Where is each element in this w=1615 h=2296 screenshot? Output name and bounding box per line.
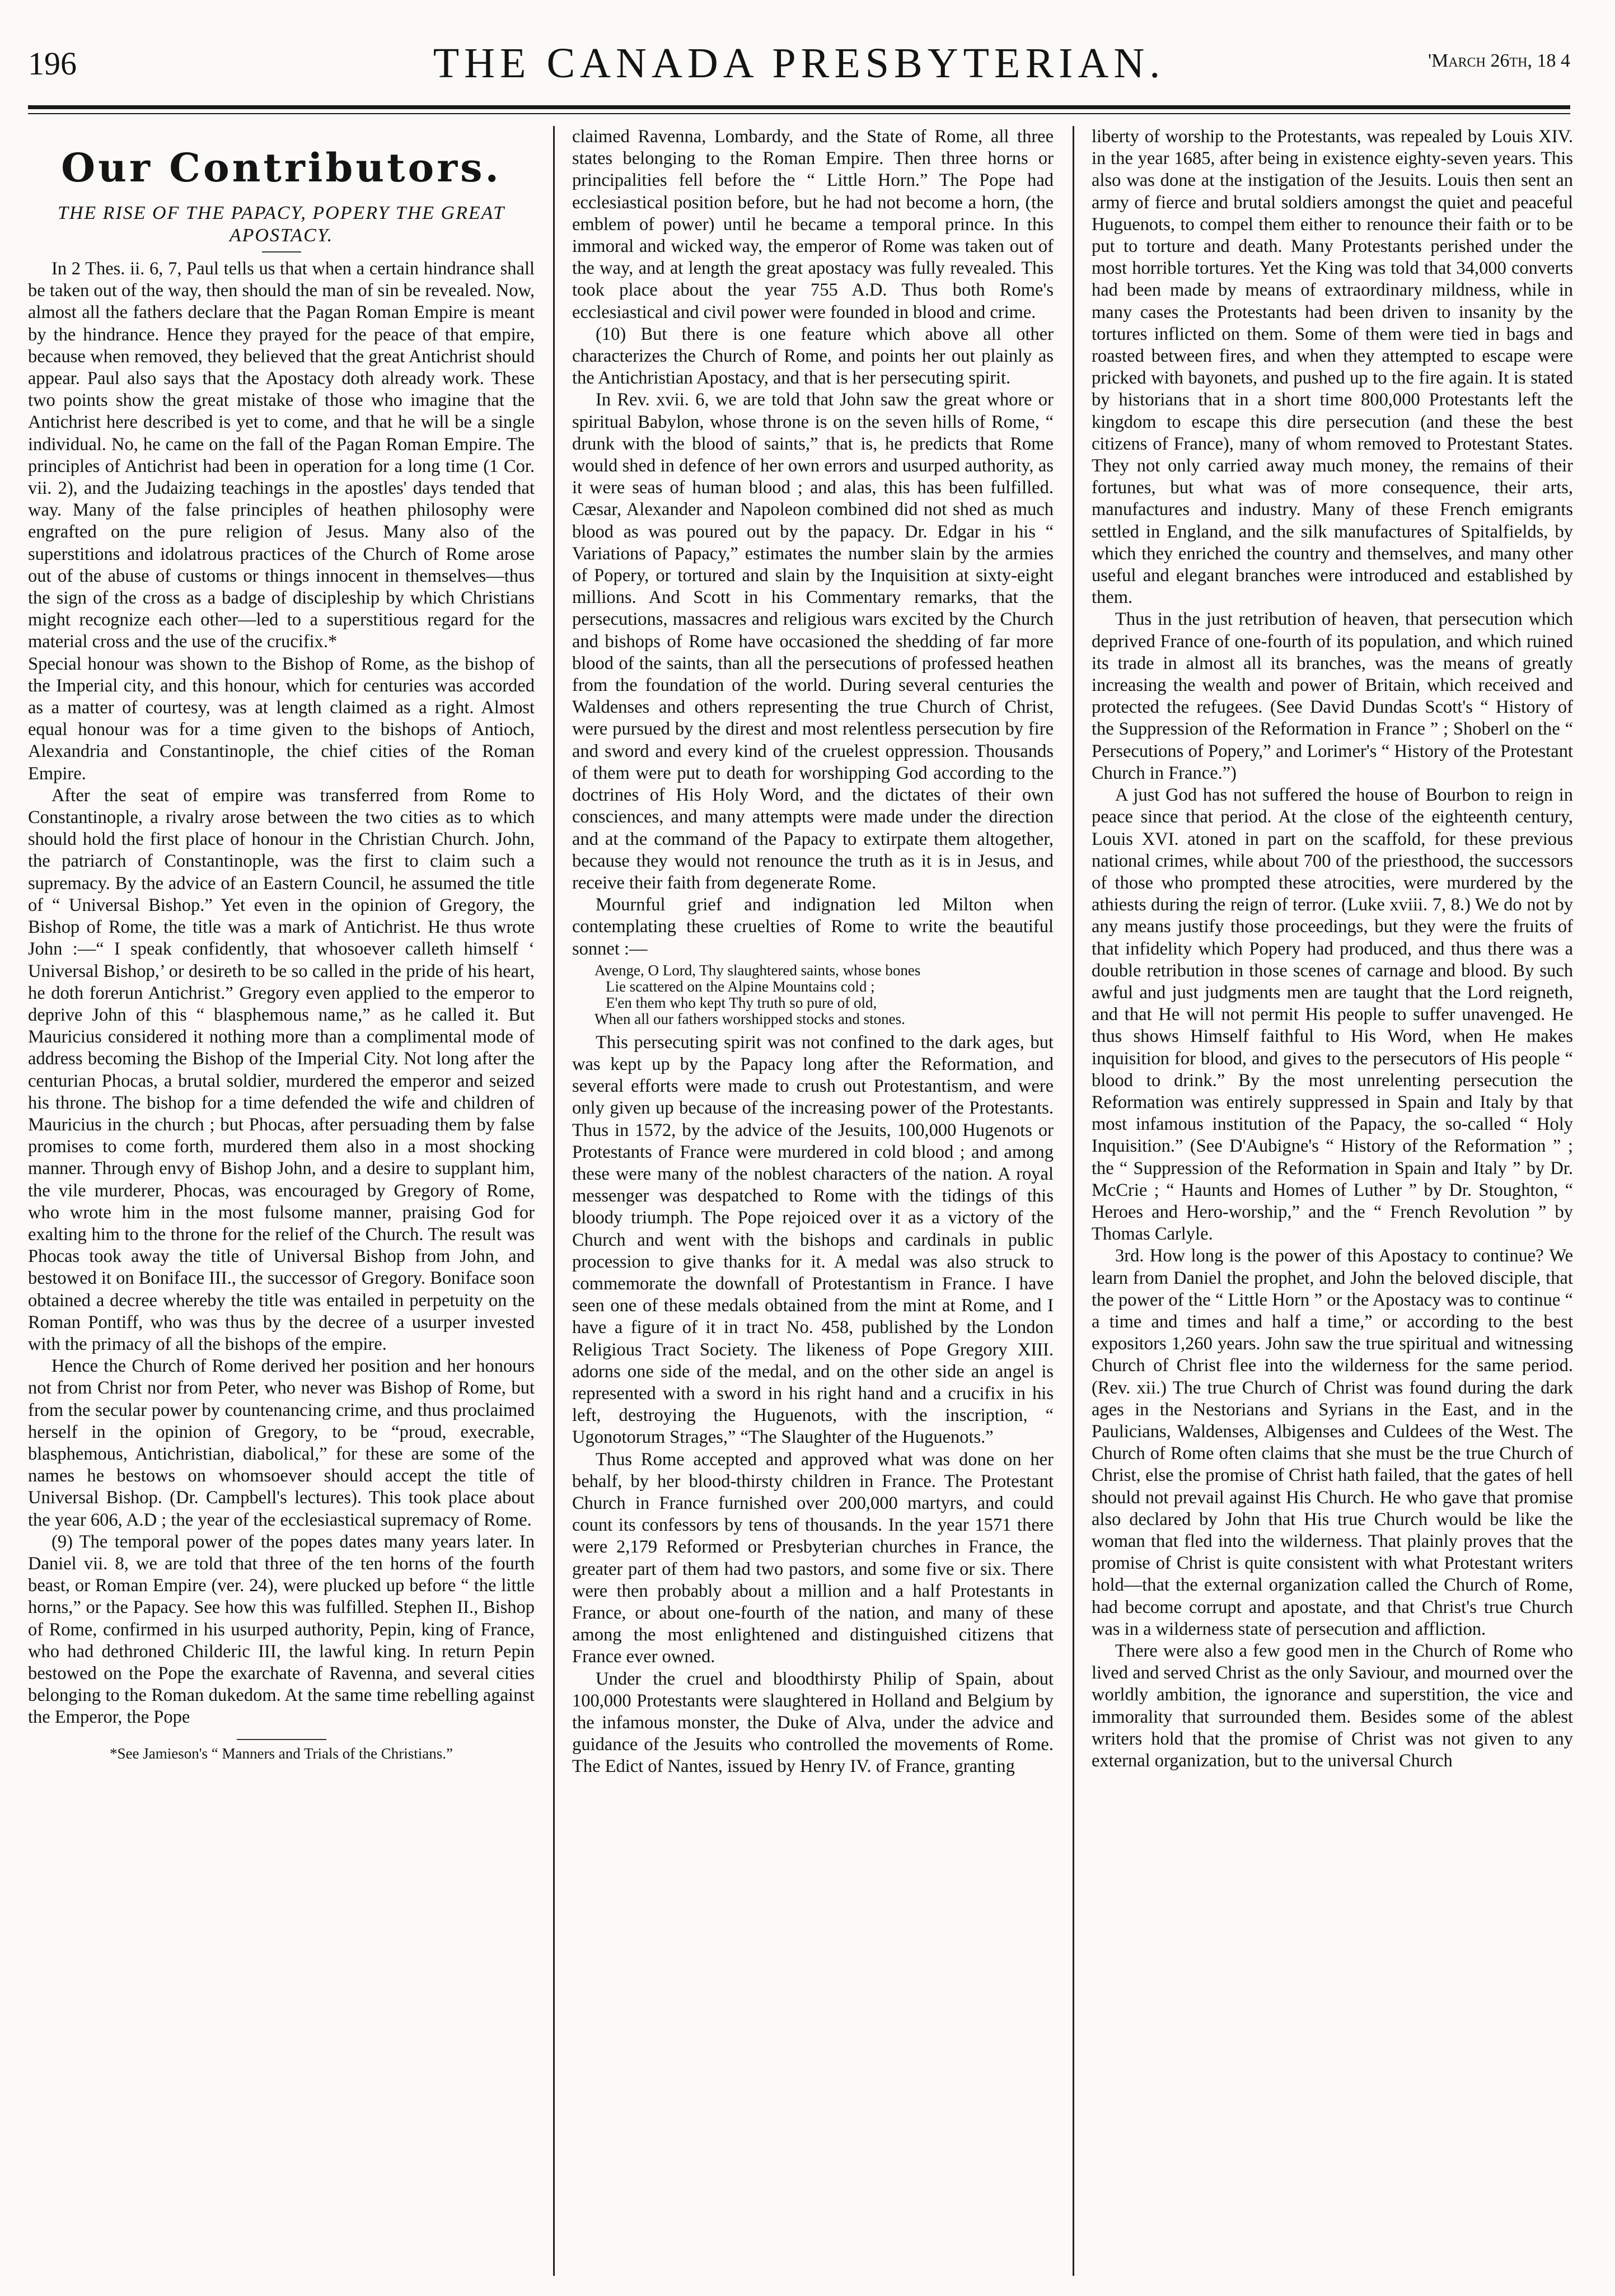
paragraph: After the seat of empire was transferred from Rome to Constantinople, a rivalry arose between the two cities as to which should hold the first place of honour in the Christian Church. John, the patriarch of Constantinople, was the first to claim such a supremacy. By the advice of an Eastern Council, he assumed the title of “ Universal Bishop.” Yet even in the opinion of Gregory, the Bishop of Rome, the title was a mark of Antichrist. He thus wrote John :—“ I speak confidently, that whosoever calleth himself ‘ Universal Bishop,’ or desireth to be so called in the pride of his heart, he doth forerun Antichrist.” Gregory even applied to the emperor to deprive John of this “ blasphemous name,” as he called it. But Mauricius considered it nothing more than a complimental mode of address becoming the Bishop of the Imperial City. Not long after the centurian Phocas, a brutal soldier, murdered the emperor and seized his throne. The bishop for a time defended the wife and children of Mauricius in the church ; but Phocas, after persuading them by false promises to come forth, murdered them also in a most shocking manner. Through envy of Bishop John, and a desire to supplant him, the vile murderer, Phocas, was encouraged by Gregory of Rome, who wrote him in the most fulsome manner, praising God for exalting him to the throne for the relief of the Church. The result was Phocas took away the title of Universal Bishop from John, and bestowed it on Boniface III., the successor of Gregory. Boniface soon obtained a decree whereby the title was entailed in perpetuity on the Roman Pontiff, who was thus by the decree of a usurper invested with the primacy of all the bishops of the empire. bbox=[28, 785, 535, 1354]
poem-line: When all our fathers worshipped stocks and stones. bbox=[594, 1010, 905, 1027]
department-heading: Our Contributors. bbox=[61, 144, 502, 191]
column-3 bbox=[1092, 126, 1573, 2276]
header-rule-thick bbox=[28, 105, 1570, 109]
paragraph: (10) But there is one feature which above all other characterizes the Church of Rome, and points her out plainly as the Antichristian Apostacy, and that is her persecuting spirit. bbox=[572, 324, 1054, 389]
paragraph: Under the cruel and bloodthirsty Philip of Spain, about 100,000 Protestants were slaughtered in Holland and Belgium by the infamous monster, the Duke of Alva, under the advice and guidance of the Jesuits who controlled the movements of Rome. The Edict of Nantes, issued by Henry IV. of France, granting bbox=[572, 1668, 1054, 1777]
milton-sonnet bbox=[572, 962, 1054, 1027]
paragraph: There were also a few good men in the Church of Rome who lived and served Christ as the only Saviour, and mourned over the worldly ambition, the ignorance and superstition, the vice and immorality that surrounded them. Besides some of the ablest writers hold that the promise of Christ was not given to any external organization, but to the universal Church bbox=[1092, 1641, 1573, 1771]
footnote-rule bbox=[237, 1739, 326, 1740]
publication-title: THE CANADA PRESBYTERIAN. bbox=[433, 40, 1165, 87]
column-1 bbox=[28, 126, 535, 2276]
poem-line: Lie scattered on the Alpine Mountains cold ; bbox=[606, 978, 875, 995]
issue-date: 'March 26th, 18 4 bbox=[1427, 50, 1570, 71]
paragraph: (9) The temporal power of the popes dates many years later. In Daniel vii. 8, we are told that three of the ten horns of the fourth beast, or Roman Empire (ver. 24), were plucked up before “ the little horns,” or the Papacy. See how this was fulfilled. Stephen II., Bishop of Rome, confirmed in his usurped authority, Pepin, king of France, who had dethroned Childeric III, the lawful king. In return Pepin bestowed on the Pope the exarchate of Ravenna, and several cities belonging to the Roman dukedom. At the same time rebelling against the Emperor, the Pope bbox=[28, 1531, 535, 1728]
paragraph: liberty of worship to the Protestants, was repealed by Louis XIV. in the year 1685, after being in existence eighty-seven years. This also was done at the instigation of the Jesuits. Louis then sent an army of fierce and brutal soldiers amongst the quiet and peaceful Huguenots, to compel them either to renounce their faith or to be put to torture and death. Many Protestants perished under the most horrible tortures. Yet the King was told that 34,000 converts had been made by means of extraordinary mildness, while in many cases the Protestants had been driven to insanity by the tortures inflicted on them. Some of them were tied in bags and roasted between fires, and when they attempted to escape were pricked with bayonets, and pushed up to the fire again. It is stated by historians that in a short time 800,000 Protestants left the kingdom to escape this dire persecution (and these the best citizens of France), many of whom removed to Protestant States. They not only carried away much money, the remains of their fortunes, but what was of more consequence, their arts, manufactures and industry. Many of these French emigrants settled in England, and the silk manufactures of Spitalfields, by which they enriched the country and themselves, and many other useful and elegant branches were introduced and established by them. bbox=[1092, 127, 1573, 608]
column-2 bbox=[572, 126, 1054, 2276]
paragraph: A just God has not suffered the house of Bourbon to reign in peace since that period. At the close of the eighteenth century, Louis XVI. atoned in part on the scaffold, for these previous national crimes, while about 700 of the priesthood, the successors of those who prompted these atrocities, were murdered by the athiests during the reign of terror. (Luke xviii. 7, 8.) We do not by any means justify those proceedings, but they were the fruits of that infidelity which Popery had produced, and thus there was a double retribution in those scenes of carnage and blood. By such awful and just judgments men are taught that the Lord reigneth, and that He will not permit His people to suffer unavenged. He thus shows Himself faithful to His Word, when He makes inquisition for blood, and gives to the persecutors of His people “ blood to drink.” By the most unrelenting persecution the Reformation was entirely suppressed in Spain and Italy by that most infamous institution of the Papacy, the so-called “ Holy Inquisition.” (See D'Aubigne's “ History of the Reformation ” ; the “ Suppression of the Reformation in Spain and Italy ” by Dr. McCrie ; “ Haunts and Homes of Luther ” by Dr. Stoughton, “ Heroes and Hero-worship,” and the “ French Revolution ” by Thomas Carlyle. bbox=[1092, 785, 1573, 1245]
paragraph: This persecuting spirit was not confined to the dark ages, but was kept up by the Papacy long after the Reformation, and several efforts were made to crush out Protestantism, and were only given up because of the increasing power of the Protestants. Thus in 1572, by the advice of the Jesuits, 100,000 Hugenots or Protestants of France were murdered in cold blood ; and among these were many of the noblest characters of the nation. A royal messenger was despatched to Rome with the tidings of this bloody triumph. The Pope rejoiced over it as a victory of the Church and went with the bishops and cardinals in public procession to give thanks for it. A medal was also struck to commemorate the downfall of Protestantism in France. I have seen one of these medals obtained from the mint at Rome, and I have a figure of it in tract No. 458, published by the London Religious Tract Society. The likeness of Pope Gregory XIII. adorns one side of the medal, and on the other side an angel is represented with a sword in his right hand and a crucifix in his left, destroying the Huguenots, with the inscription, “ Ugonotorum Strages,” “The Slaughter of the Huguenots.” bbox=[572, 1032, 1054, 1448]
paragraph: Mournful grief and indignation led Milton when contemplating these cruelties of Rome to write the beautiful sonnet :— bbox=[572, 895, 1054, 959]
header-rule-thin bbox=[28, 113, 1570, 114]
paragraph: In 2 Thes. ii. 6, 7, Paul tells us that when a certain hindrance shall be taken out of the way, then should the man of sin be revealed. Now, almost all the fathers declare that the Pagan Roman Empire is meant by the hindrance. Hence they prayed for the peace of that empire, because when removed, they believed that the great Antichrist should appear. Paul also says that the Apostacy doth already work. These two points show the great mistake of those who imagine that the Antichrist here described is yet to come, and that he will be a single individual. No, he came on the fall of the Pagan Roman Empire. The principles of Antichrist had been in operation for a long time (1 Cor. vii. 2), and the Judaizing teachings in the apostles' days tended that way. Many of the false principles of heathen philosophy were engrafted on the pure religion of Jesus. Many also of the superstitions and idolatrous practices of the Church of Rome arose out of the abuse of customs or things innocent in themselves—thus the sign of the cross as a badge of discipleship by which Christians might recognize each other—led to a superstitious regard for the material cross and the use of the crucifix.* bbox=[28, 259, 535, 652]
column-divider bbox=[1073, 126, 1074, 2276]
column-divider bbox=[553, 126, 555, 2276]
footnote: *See Jamieson's “ Manners and Trials of the Christians.” bbox=[109, 1745, 453, 1762]
title-rule bbox=[262, 251, 301, 252]
page-number: 196 bbox=[28, 45, 77, 82]
paragraph: claimed Ravenna, Lombardy, and the State of Rome, all three states belonging to the Roman Empire. Then three horns or principalities fell before the “ Little Horn.” The Pope had ecclesiastical position before, but he had not become a horn, (the emblem of power) until he became a temporal prince. In this immoral and wicked way, the emperor of Rome was taken out of the way, and at length the great apostacy was fully revealed. This took place about the year 755 A.D. Thus both Rome's ecclesiastical and civil power were founded in blood and crime. bbox=[572, 127, 1054, 322]
poem-line: Avenge, O Lord, Thy slaughtered saints, whose bones bbox=[594, 961, 921, 979]
article-title: THE RISE OF THE PAPACY, POPERY THE GREAT APOSTACY. bbox=[57, 203, 505, 246]
paragraph: Thus in the just retribution of heaven, that persecution which deprived France of one-fourth of its population, and which ruined its trade in almost all its branches, was the means of greatly increasing the wealth and power of Britain, which received and protected the refugees. (See David Dundas Scott's “ History of the Suppression of the Reformation in France ” ; Shoberl on the “ Persecutions of Popery,” and Lorimer's “ History of the Protestant Church in France.”) bbox=[1092, 609, 1573, 783]
paragraph: 3rd. How long is the power of this Apostacy to continue? We learn from Daniel the prophet, and John the beloved disciple, that the power of the “ Little Horn ” or the Apostacy was to continue “ a time and times and half a time,” or according to the best expositors 1,260 years. John saw the true spiritual and witnessing Church of Christ flee into the wilderness for the same period. (Rev. xii.) The true Church of Christ was found during the dark ages in the Nestorians and Syrians in the East, and in the Paulicians, Waldenses, Albigenses and Culdees of the West. The Church of Rome often claims that she must be the true Church of Christ, else the promise of Christ hath failed, that the gates of hell should not prevail against His Church. He who gave that promise also declared by John that His true Church would be like the woman that fled into the wilderness. That plainly proves that the promise of Christ is quite consistent with what Protestant writers hold—that the external organization called the Church of Rome, had become corrupt and apostate, and that Christ's true Church was in a wilderness state of persecution and affliction. bbox=[1092, 1246, 1573, 1639]
paragraph: Special honour was shown to the Bishop of Rome, as the bishop of the Imperial city, and this honour, which for centuries was accorded as a matter of courtesy, was at length claimed as a right. Almost equal honour was for a time given to the bishops of Antioch, Alexandria and Constantinople, the chief cities of the Roman Empire. bbox=[28, 653, 535, 784]
paragraph: Thus Rome accepted and approved what was done on her behalf, by her blood-thirsty children in France. The Protestant Church in France furnished over 200,000 martyrs, and could count its confessors by tens of thousands. In the year 1571 there were 2,179 Reformed or Presbyterian churches in France, the greater part of them had two pastors, and some five or six. There were then probably about a million and a half Protestants in France, or about one-fourth of the nation, and many of these among the most enlightened and distinguished citizens that France ever owned. bbox=[572, 1449, 1054, 1667]
page-header bbox=[28, 35, 1570, 102]
paragraph: Hence the Church of Rome derived her position and her honours not from Christ nor from Peter, who never was Bishop of Rome, but from the secular power by countenancing crime, and thus proclaimed herself in the opinion of Gregory, to be “proud, execrable, blasphemous, Antichristian, diabolical,” for these are some of the names he bestows on whomsoever should accept the title of Universal Bishop. (Dr. Campbell's lectures). This took place about the year 606, A.D ; the year of the ecclesiastical supremacy of Rome. bbox=[28, 1356, 535, 1530]
paragraph: In Rev. xvii. 6, we are told that John saw the great whore or spiritual Babylon, whose throne is on the seven hills of Rome, “ drunk with the blood of saints,” that is, he predicts that Rome would shed in defence of her own errors and usurped authority, as it were seas of human blood ; and alas, this has been fulfilled. Cæsar, Alexander and Napoleon combined did not shed as much blood as was poured out by the papacy. Dr. Edgar in his “ Variations of Papacy,” estimates the number slain by the armies of Popery, or tortured and slain by the Inquisition at sixty-eight millions. And Scott in his Commentary remarks, that the persecutions, massacres and religious wars excited by the Church and bishops of Rome have occasioned the shedding of far more blood of the saints, than all the persecutions of professed heathen from the foundation of the world. During several centuries the Waldenses and others representing the true Church of Christ, were pursued by the direst and most relentless persecution by fire and sword and every kind of the cruelest oppression. Thousands of them were put to death for worshipping God according to the doctrines of His Holy Word, and the dictates of their own consciences, and many attempts were made under the direction and at the command of the Papacy to extirpate them altogether, because they would not renounce the truth as it is in Jesus, and receive their faith from degenerate Rome. bbox=[572, 390, 1054, 893]
poem-line: E'en them who kept Thy truth so pure of old, bbox=[606, 994, 877, 1011]
